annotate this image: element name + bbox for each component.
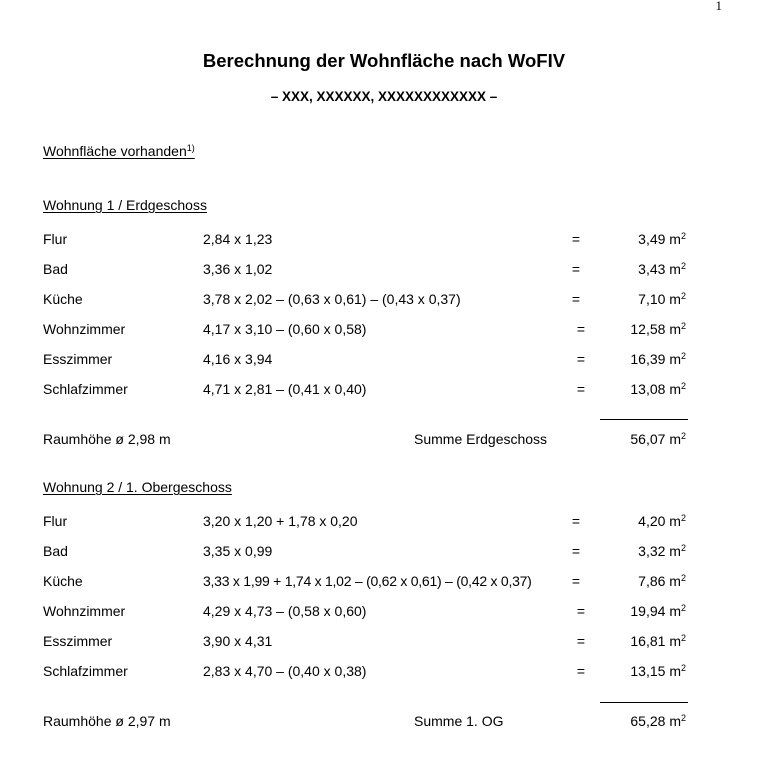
room-formula: 3,36 x 1,02 [203, 261, 273, 277]
sum-divider [600, 419, 688, 420]
sum-divider [600, 702, 688, 703]
room-name: Wohnzimmer [43, 321, 126, 337]
sum-area: 56,07 $m^2$ [630, 431, 686, 447]
room-area: 13,08 $m^2$ [630, 381, 686, 397]
equals-sign: = [576, 633, 586, 649]
table-row [0, 231, 768, 251]
table-row [0, 291, 768, 311]
table-row [0, 321, 768, 341]
room-area: 3,32 $m^2$ [638, 543, 686, 559]
room-name: Wohnzimmer [43, 603, 126, 619]
room-area: 7,86 $m^2$ [638, 573, 686, 589]
room-formula: 2,84 x 1,23 [203, 231, 273, 247]
room-area: 3,43 $m^2$ [638, 261, 686, 277]
table-row [0, 513, 768, 533]
document-subtitle: – XXX, XXXXXX, XXXXXXXXXXXX – [270, 89, 498, 104]
room-name: Küche [43, 291, 83, 307]
equals-sign: = [571, 543, 581, 559]
room-area: 16,39 $m^2$ [630, 351, 686, 367]
room-area: 19,94 $m^2$ [630, 603, 686, 619]
room-formula: 4,29 x 4,73 – (0,58 x 0,60) [203, 603, 367, 619]
room-name: Bad [43, 543, 68, 559]
room-name: Flur [43, 231, 68, 247]
sum-label: Summe Erdgeschoss [414, 431, 548, 447]
table-row [0, 633, 768, 653]
room-height: Raumhöhe ø 2,97 m [43, 713, 171, 729]
room-name: Bad [43, 261, 68, 277]
section-heading [43, 143, 195, 159]
equals-sign: = [571, 291, 581, 307]
equals-sign: = [576, 321, 586, 337]
room-formula: 2,83 x 4,70 – (0,40 x 0,38) [203, 663, 367, 679]
equals-sign: = [571, 261, 581, 277]
room-formula: 3,90 x 4,31 [203, 633, 273, 649]
equals-sign: = [576, 351, 586, 367]
room-name: Küche [43, 573, 83, 589]
table-row [0, 381, 768, 401]
sum-row [0, 713, 768, 733]
room-area: 12,58 $m^2$ [630, 321, 686, 337]
room-formula: 3,33 x 1,99 + 1,74 x 1,02 – (0,62 x 0,61) – (0,42 x 0,37) [203, 573, 532, 589]
sum-row [0, 431, 768, 451]
room-name: Esszimmer [43, 633, 113, 649]
page-number: 1 [715, 0, 722, 13]
section-heading-text: Wohnfläche vorhanden [43, 143, 187, 159]
room-name: Schlafzimmer [43, 663, 128, 679]
room-area: 7,10 $m^2$ [638, 291, 686, 307]
footnote-marker: 1) [186, 143, 195, 153]
sum-area: 65,28 $m^2$ [630, 713, 686, 729]
equals-sign: = [571, 231, 581, 247]
room-area: 3,49 $m^2$ [638, 231, 686, 247]
table-row [0, 603, 768, 623]
apartment-2-heading: Wohnung 2 / 1. Obergeschoss [43, 479, 232, 495]
equals-sign: = [576, 603, 586, 619]
table-row [0, 663, 768, 683]
room-formula: 4,16 x 3,94 [203, 351, 273, 367]
room-area: 13,15 $m^2$ [630, 663, 686, 679]
table-row [0, 261, 768, 281]
sum-label: Summe 1. OG [414, 713, 504, 729]
table-row [0, 573, 768, 593]
room-formula: 3,78 x 2,02 – (0,63 x 0,61) – (0,43 x 0,37) [203, 291, 461, 307]
equals-sign: = [576, 381, 586, 397]
table-row [0, 543, 768, 563]
room-name: Flur [43, 513, 68, 529]
room-formula: 4,17 x 3,10 – (0,60 x 0,58) [203, 321, 367, 337]
equals-sign: = [576, 663, 586, 679]
table-row [0, 351, 768, 371]
room-name: Schlafzimmer [43, 381, 128, 397]
room-area: 4,20 $m^2$ [638, 513, 686, 529]
room-formula: 4,71 x 2,81 – (0,41 x 0,40) [203, 381, 367, 397]
equals-sign: = [571, 573, 581, 589]
room-formula: 3,20 x 1,20 + 1,78 x 0,20 [203, 513, 358, 529]
room-name: Esszimmer [43, 351, 113, 367]
equals-sign: = [571, 513, 581, 529]
apartment-1-heading: Wohnung 1 / Erdgeschoss [43, 197, 207, 213]
room-height: Raumhöhe ø 2,98 m [43, 431, 171, 447]
document-title: Berechnung der Wohnfläche nach WoFIV [202, 50, 566, 71]
room-formula: 3,35 x 0,99 [203, 543, 273, 559]
room-area: 16,81 $m^2$ [630, 633, 686, 649]
